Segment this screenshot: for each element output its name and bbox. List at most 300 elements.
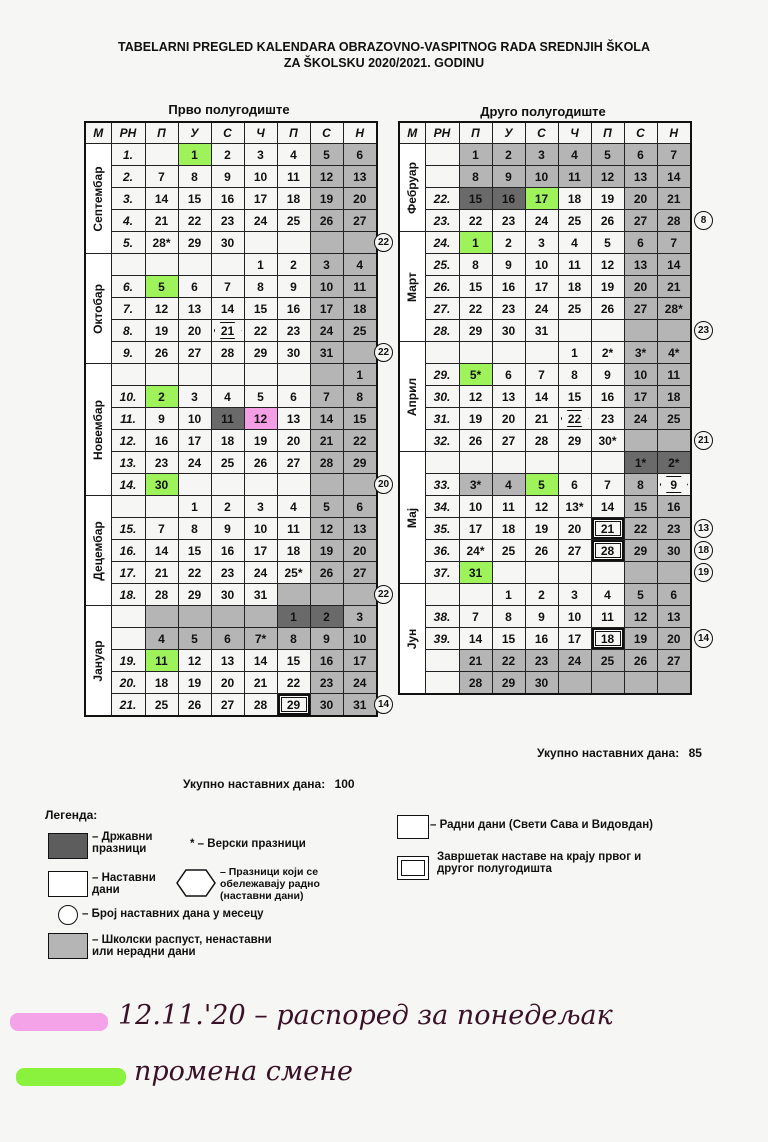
- day-cell: 7*: [244, 628, 277, 650]
- day-cell: 31: [459, 562, 492, 584]
- week-number: 21.: [111, 694, 145, 717]
- week-number: 4.: [111, 210, 145, 232]
- week-row: [85, 364, 377, 386]
- day-cell: 23: [657, 518, 691, 540]
- day-cell: [558, 452, 591, 474]
- day-cell: 6: [343, 496, 377, 518]
- month-label: [85, 496, 111, 606]
- day-cell: 9: [657, 474, 691, 496]
- day-cell: 7: [310, 386, 343, 408]
- column-header: С: [525, 122, 558, 144]
- week-number: [111, 364, 145, 386]
- document-title-line1: TABELARNI PREGLED KALENDARA OBRAZOVNO-VASPITNOG RADA SREDNJIH ŠKOLA: [118, 40, 650, 54]
- day-cell: 24: [343, 672, 377, 694]
- first-total: [183, 777, 355, 791]
- week-number: [425, 342, 459, 364]
- week-row: [85, 694, 377, 717]
- week-row: [85, 628, 377, 650]
- day-cell: [591, 672, 624, 695]
- day-cell: 1: [459, 232, 492, 254]
- week-row: [85, 430, 377, 452]
- week-number: 5.: [111, 232, 145, 254]
- day-cell: 18: [558, 188, 591, 210]
- day-cell: 21: [459, 650, 492, 672]
- day-cell: 23: [492, 298, 525, 320]
- day-cell: 27: [492, 430, 525, 452]
- day-cell: 5: [178, 628, 211, 650]
- first-total-value: 100: [334, 777, 355, 791]
- day-cell: 9: [211, 166, 244, 188]
- legend-days-in-month: – Број наставних дана у месецу: [82, 908, 264, 920]
- week-number: 18.: [111, 584, 145, 606]
- week-number: 7.: [111, 298, 145, 320]
- header-row: [85, 122, 377, 144]
- day-cell: 13: [277, 408, 310, 430]
- day-cell: [244, 364, 277, 386]
- week-row: [399, 320, 691, 342]
- day-cell: 14: [657, 166, 691, 188]
- day-cell: [624, 320, 657, 342]
- day-cell: 13: [211, 650, 244, 672]
- days-count-circle: 20: [374, 475, 393, 494]
- week-row: [85, 584, 377, 606]
- week-row: [85, 320, 377, 342]
- day-cell: 5: [591, 144, 624, 166]
- day-cell: 23: [145, 452, 178, 474]
- week-row: [399, 210, 691, 232]
- week-number: 33.: [425, 474, 459, 496]
- day-cell: 9: [145, 408, 178, 430]
- week-row: [85, 562, 377, 584]
- day-cell: 15: [492, 628, 525, 650]
- column-header: Н: [657, 122, 691, 144]
- day-cell: 19: [310, 188, 343, 210]
- week-row: [399, 166, 691, 188]
- day-cell: 8: [178, 518, 211, 540]
- day-cell: [211, 254, 244, 276]
- week-row: [85, 276, 377, 298]
- week-number: [111, 254, 145, 276]
- day-cell: 22: [459, 298, 492, 320]
- column-header: М: [399, 122, 425, 144]
- day-cell: 28: [459, 672, 492, 695]
- week-number: [425, 166, 459, 188]
- week-number: [425, 672, 459, 695]
- day-cell: 9: [492, 166, 525, 188]
- day-cell: 25: [591, 650, 624, 672]
- day-cell: [459, 584, 492, 606]
- week-row: [399, 188, 691, 210]
- day-cell: 18: [145, 672, 178, 694]
- pink-highlighter-swatch: [10, 1013, 108, 1031]
- day-cell: 3: [178, 386, 211, 408]
- month-label: [399, 232, 425, 342]
- day-cell: 13: [343, 518, 377, 540]
- day-cell: 14: [591, 496, 624, 518]
- day-cell: 9: [277, 276, 310, 298]
- day-cell: 24: [244, 562, 277, 584]
- day-cell: 22: [178, 562, 211, 584]
- day-cell: 30: [145, 474, 178, 496]
- week-number: 20.: [111, 672, 145, 694]
- day-cell: [277, 232, 310, 254]
- week-row: [399, 342, 691, 364]
- day-cell: 6: [492, 364, 525, 386]
- day-cell: 4: [558, 232, 591, 254]
- week-number: 3.: [111, 188, 145, 210]
- column-header: Н: [343, 122, 377, 144]
- day-cell: 28: [525, 430, 558, 452]
- week-number: 31.: [425, 408, 459, 430]
- legend-school-break: – Школски распуст, ненаставни или нерадни дани: [92, 934, 272, 958]
- day-cell: 15: [244, 298, 277, 320]
- day-cell: 12: [310, 166, 343, 188]
- day-cell: 28: [211, 342, 244, 364]
- week-row: [85, 144, 377, 166]
- day-cell: 25: [343, 320, 377, 342]
- week-row: [85, 342, 377, 364]
- day-cell: 4: [145, 628, 178, 650]
- day-cell: [657, 562, 691, 584]
- day-cell: [558, 320, 591, 342]
- day-cell: 7: [459, 606, 492, 628]
- week-row: [399, 584, 691, 606]
- second-total-value: 85: [688, 746, 702, 760]
- day-cell: 26: [624, 650, 657, 672]
- day-cell: 27: [277, 452, 310, 474]
- week-number: 32.: [425, 430, 459, 452]
- week-number: 34.: [425, 496, 459, 518]
- column-header: Ч: [558, 122, 591, 144]
- day-cell: [558, 672, 591, 695]
- day-cell: 9: [525, 606, 558, 628]
- day-cell: 13: [624, 166, 657, 188]
- day-cell: [591, 320, 624, 342]
- week-number: [425, 144, 459, 166]
- day-cell: 19: [178, 672, 211, 694]
- day-cell: 19: [145, 320, 178, 342]
- day-cell: 16: [591, 386, 624, 408]
- week-row: [85, 474, 377, 496]
- month-name: Јануар: [91, 639, 106, 682]
- day-cell: [459, 452, 492, 474]
- week-number: 9.: [111, 342, 145, 364]
- day-cell: 5: [310, 144, 343, 166]
- day-cell: 10: [343, 628, 377, 650]
- days-count-circle: 22: [374, 343, 393, 362]
- day-cell: 7: [591, 474, 624, 496]
- column-header: У: [178, 122, 211, 144]
- day-cell: 2: [211, 144, 244, 166]
- day-cell: 21: [657, 188, 691, 210]
- week-row: [399, 562, 691, 584]
- day-cell: 7: [657, 144, 691, 166]
- day-cell: 22: [558, 408, 591, 430]
- day-cell: 8: [492, 606, 525, 628]
- day-cell: 20: [178, 320, 211, 342]
- day-cell: [310, 364, 343, 386]
- second-semester-table: [398, 121, 692, 695]
- day-cell: 4: [558, 144, 591, 166]
- column-header: Ч: [244, 122, 277, 144]
- day-cell: 18: [277, 188, 310, 210]
- day-cell: 25: [492, 540, 525, 562]
- day-cell: 18: [558, 276, 591, 298]
- day-cell: 25: [211, 452, 244, 474]
- days-count-circle: 19: [694, 563, 713, 582]
- week-row: [85, 298, 377, 320]
- day-cell: 25: [558, 210, 591, 232]
- day-cell: [343, 232, 377, 254]
- day-cell: [244, 232, 277, 254]
- document-title-line2: ZA ŠKOLSKU 2020/2021. GODINU: [283, 56, 485, 70]
- day-cell: [657, 320, 691, 342]
- day-cell: 6: [277, 386, 310, 408]
- day-cell: 24*: [459, 540, 492, 562]
- day-cell: [277, 584, 310, 606]
- day-cell: 24: [624, 408, 657, 430]
- day-cell: 23: [277, 320, 310, 342]
- week-number: 2.: [111, 166, 145, 188]
- day-cell: 12: [459, 386, 492, 408]
- day-cell: 4*: [657, 342, 691, 364]
- week-row: [399, 606, 691, 628]
- day-cell: 23: [310, 672, 343, 694]
- day-cell: 24: [244, 210, 277, 232]
- day-cell: 22: [624, 518, 657, 540]
- octagon-icon: [175, 868, 217, 898]
- day-cell: [145, 606, 178, 628]
- day-cell: 12: [624, 606, 657, 628]
- day-cell: 11: [558, 166, 591, 188]
- day-cell: 29: [277, 694, 310, 717]
- day-cell: [591, 562, 624, 584]
- month-name: Новембар: [91, 399, 106, 460]
- day-cell: 7: [525, 364, 558, 386]
- week-number: [111, 628, 145, 650]
- day-cell: 10: [525, 254, 558, 276]
- week-number: [111, 606, 145, 628]
- month-label: [399, 584, 425, 695]
- day-cell: [525, 342, 558, 364]
- day-cell: 17: [558, 628, 591, 650]
- day-cell: 29: [459, 320, 492, 342]
- day-cell: 5: [145, 276, 178, 298]
- day-cell: 10: [244, 518, 277, 540]
- legend-end-term-swatch: [397, 856, 429, 880]
- column-header: П: [591, 122, 624, 144]
- day-cell: 4: [211, 386, 244, 408]
- day-cell: 12: [591, 254, 624, 276]
- day-cell: 9: [591, 364, 624, 386]
- column-header: П: [277, 122, 310, 144]
- day-cell: 2: [492, 144, 525, 166]
- legend-end-of-term: Завршетак наставе на крају првог и другог полугодишта: [437, 851, 642, 875]
- day-cell: 2: [310, 606, 343, 628]
- day-cell: 21: [525, 408, 558, 430]
- day-cell: 30: [211, 584, 244, 606]
- day-cell: [343, 342, 377, 364]
- day-cell: 2: [211, 496, 244, 518]
- day-cell: 3*: [624, 342, 657, 364]
- day-cell: [343, 474, 377, 496]
- day-cell: 30: [657, 540, 691, 562]
- week-number: 37.: [425, 562, 459, 584]
- day-cell: 28*: [145, 232, 178, 254]
- day-cell: 23: [211, 210, 244, 232]
- day-cell: [558, 562, 591, 584]
- week-number: 39.: [425, 628, 459, 650]
- second-semester-title: Друго полугодиште: [480, 104, 606, 119]
- day-cell: 15: [459, 276, 492, 298]
- day-cell: 30: [492, 320, 525, 342]
- day-cell: 29: [244, 342, 277, 364]
- day-cell: 5: [624, 584, 657, 606]
- day-cell: 13: [178, 298, 211, 320]
- day-cell: 21: [657, 276, 691, 298]
- week-number: 38.: [425, 606, 459, 628]
- day-cell: 15: [277, 650, 310, 672]
- day-cell: 26: [244, 452, 277, 474]
- column-header: П: [459, 122, 492, 144]
- day-cell: 22: [459, 210, 492, 232]
- day-cell: [492, 452, 525, 474]
- column-header: С: [211, 122, 244, 144]
- day-cell: 30*: [591, 430, 624, 452]
- day-cell: [211, 364, 244, 386]
- day-cell: 19: [244, 430, 277, 452]
- header-row: [399, 122, 691, 144]
- day-cell: 23: [591, 408, 624, 430]
- day-cell: 4: [277, 144, 310, 166]
- month-label: [399, 342, 425, 452]
- day-cell: 11: [657, 364, 691, 386]
- day-cell: 20: [343, 540, 377, 562]
- day-cell: 15: [558, 386, 591, 408]
- day-cell: 20: [624, 276, 657, 298]
- week-row: [399, 496, 691, 518]
- day-cell: 29: [558, 430, 591, 452]
- day-cell: 2: [145, 386, 178, 408]
- legend-religious-holidays: * – Верски празници: [190, 838, 306, 850]
- day-cell: [178, 364, 211, 386]
- day-cell: 23: [492, 210, 525, 232]
- day-cell: 14: [310, 408, 343, 430]
- day-cell: 20: [558, 518, 591, 540]
- day-cell: 19: [591, 276, 624, 298]
- day-cell: [145, 144, 178, 166]
- day-cell: 16: [145, 430, 178, 452]
- day-cell: 24: [525, 210, 558, 232]
- days-count-circle: 22: [374, 585, 393, 604]
- day-cell: 26: [591, 210, 624, 232]
- day-cell: [657, 430, 691, 452]
- day-cell: 12: [310, 518, 343, 540]
- month-label: [399, 452, 425, 584]
- first-semester-title: Прво полугодиште: [168, 102, 290, 117]
- green-highlighter-swatch: [16, 1068, 126, 1086]
- week-number: 19.: [111, 650, 145, 672]
- day-cell: 12: [591, 166, 624, 188]
- day-cell: 17: [178, 430, 211, 452]
- day-cell: 10: [558, 606, 591, 628]
- day-cell: 8: [459, 254, 492, 276]
- day-cell: 1: [343, 364, 377, 386]
- day-cell: 20: [343, 188, 377, 210]
- day-cell: 24: [178, 452, 211, 474]
- day-cell: 13: [657, 606, 691, 628]
- week-row: [399, 276, 691, 298]
- legend-working-day-swatch: [397, 815, 429, 839]
- day-cell: 27: [657, 650, 691, 672]
- day-cell: 1: [558, 342, 591, 364]
- day-cell: 12: [145, 298, 178, 320]
- week-row: [399, 254, 691, 276]
- day-cell: 7: [657, 232, 691, 254]
- column-header: М: [85, 122, 111, 144]
- day-cell: 30: [277, 342, 310, 364]
- day-cell: 1: [178, 144, 211, 166]
- month-name: Март: [405, 271, 420, 302]
- day-cell: 17: [525, 188, 558, 210]
- column-header: С: [310, 122, 343, 144]
- week-number: 26.: [425, 276, 459, 298]
- days-count-circle: 18: [694, 541, 713, 560]
- day-cell: 17: [343, 650, 377, 672]
- day-cell: 29: [343, 452, 377, 474]
- week-row: [85, 496, 377, 518]
- week-row: [85, 650, 377, 672]
- month-label: [85, 254, 111, 364]
- day-cell: 9: [310, 628, 343, 650]
- day-cell: 22: [178, 210, 211, 232]
- day-cell: 21: [310, 430, 343, 452]
- day-cell: [145, 364, 178, 386]
- day-cell: [343, 584, 377, 606]
- week-row: [399, 518, 691, 540]
- day-cell: 20: [624, 188, 657, 210]
- day-cell: 17: [244, 540, 277, 562]
- week-row: [85, 232, 377, 254]
- day-cell: 24: [525, 298, 558, 320]
- day-cell: 15: [459, 188, 492, 210]
- second-total: [537, 746, 702, 760]
- day-cell: 12: [178, 650, 211, 672]
- days-count-circle: 21: [694, 431, 713, 450]
- day-cell: 21: [591, 518, 624, 540]
- week-number: 28.: [425, 320, 459, 342]
- week-row: [399, 474, 691, 496]
- day-cell: 15: [624, 496, 657, 518]
- day-cell: 21: [244, 672, 277, 694]
- day-cell: 27: [211, 694, 244, 717]
- day-cell: 2: [277, 254, 310, 276]
- day-cell: 8: [459, 166, 492, 188]
- day-cell: 28: [244, 694, 277, 717]
- week-row: [85, 518, 377, 540]
- week-row: [85, 166, 377, 188]
- week-number: 29.: [425, 364, 459, 386]
- week-number: [111, 496, 145, 518]
- day-cell: [525, 562, 558, 584]
- day-cell: 24: [310, 320, 343, 342]
- day-cell: 18: [343, 298, 377, 320]
- day-cell: [178, 474, 211, 496]
- month-label: [85, 364, 111, 496]
- day-cell: 6: [343, 144, 377, 166]
- day-cell: 13*: [558, 496, 591, 518]
- week-row: [399, 232, 691, 254]
